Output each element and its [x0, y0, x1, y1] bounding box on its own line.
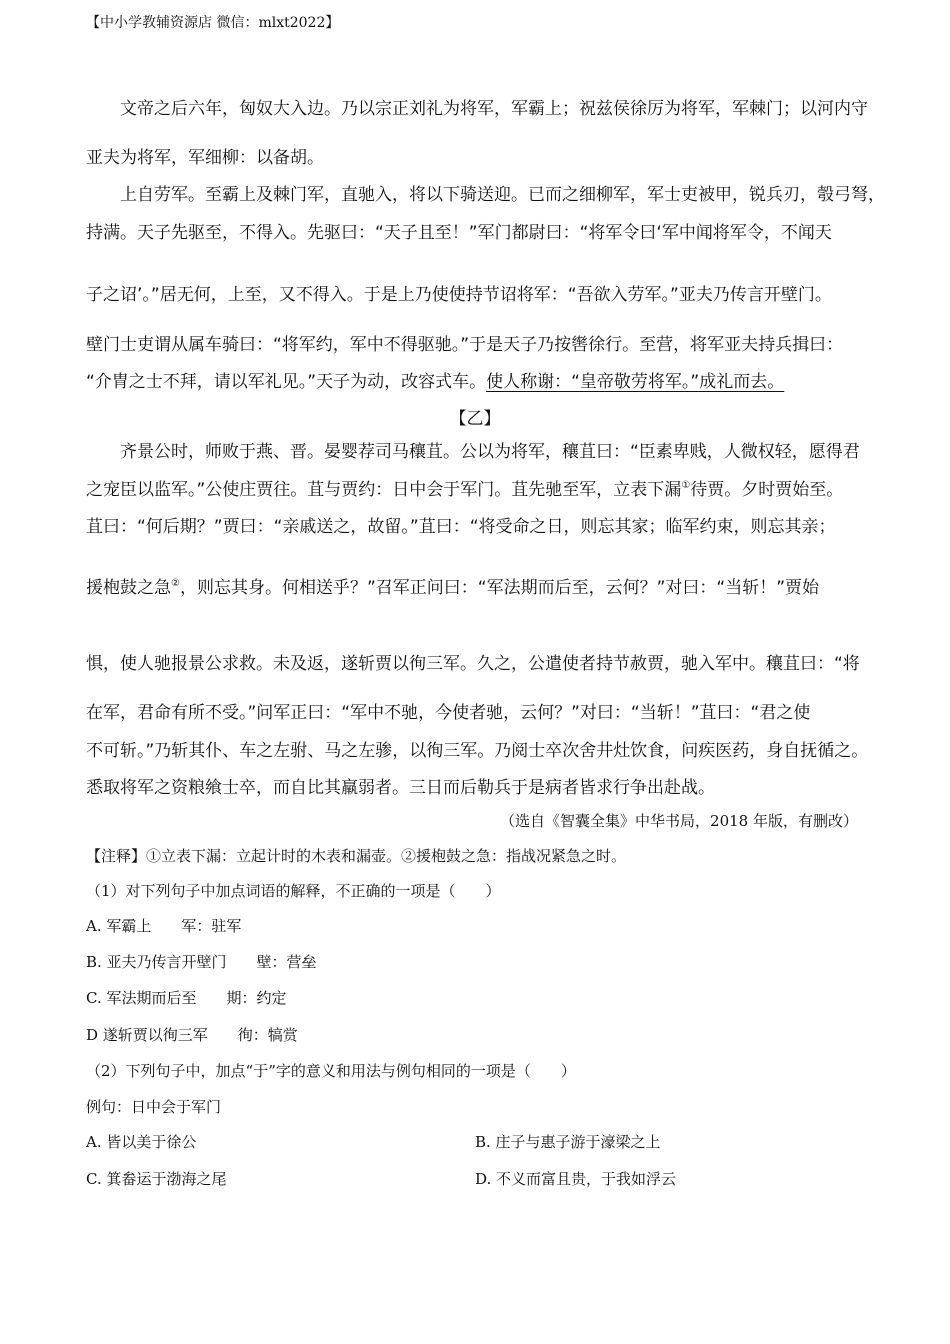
question-2-option-c: C. 箕畚运于渤海之尾	[86, 1170, 227, 1188]
passage-yi-line-4-start: 援枹鼓之急	[86, 578, 171, 598]
question-2-stem: （2）下列句子中，加点“于”字的意义和用法与例句相同的一项是（ ）	[86, 1062, 576, 1080]
annotation-notes: 【注释】①立表下漏：立起计时的木表和漏壶。②援枹鼓之急：指战况紧急之时。	[86, 847, 627, 865]
question-2-option-b: B. 庄子与惠子游于濠梁之上	[475, 1133, 661, 1151]
page-header: 【中小学教辅资源店 微信：mlxt2022】	[86, 15, 340, 31]
question-2-option-d: D. 不义而富且贵，于我如浮云	[475, 1170, 677, 1188]
question-2-option-a: A. 皆以美于徐公	[86, 1133, 197, 1151]
question-2-example: 例句：日中会于军门	[86, 1098, 222, 1116]
question-1-option-b: B. 亚夫乃传言开壁门 壁：营垒	[86, 953, 317, 971]
passage-yi-line-4	[86, 573, 819, 598]
passage-jia-line-2: 亚夫为将军，军细柳：以备胡。	[86, 148, 324, 168]
question-1-option-d: D 遂斩贾以徇三军 徇：犒赏	[86, 1026, 298, 1044]
passage-yi-line-8: 悉取将军之资粮飨士卒，而自比其羸弱者。三日而后勒兵于是病者皆求行争出赴战。	[86, 778, 715, 798]
passage-jia-line-7-text: “介胄之士不拜，请以军礼见。”天子为动，改容式车。	[86, 372, 487, 392]
passage-yi-line-3: 苴曰：“何后期？”贾曰：“亲戚送之，故留。”苴曰：“将受命之日，则忘其家；临军约束，则忘其亲；	[86, 517, 836, 537]
passage-jia-line-7	[86, 367, 784, 392]
passage-yi-line-2-text: 之宠臣以监军。”公使庄贾往。苴与贾约：日中会于军门。苴先驰至军，立表下漏	[86, 480, 682, 500]
passage-yi-line-7: 不可斩。”乃斩其仆、车之左驸、马之左骖，以徇三军。乃阅士卒次舍井灶饮食，问疾医药，身自抚循之。	[86, 741, 869, 761]
question-1-option-c: C. 军法期而后至 期：约定	[86, 989, 287, 1007]
question-1-stem: （1）对下列句子中加点词语的解释，不正确的一项是（ ）	[86, 882, 501, 900]
passage-jia-line-3: 上自劳军。至霸上及棘门军，直驰入，将以下骑送迎。已而之细柳军，军士吏被甲，锐兵刃，彀弓弩，	[120, 185, 885, 205]
underlined-sentence: 使人称谢：“皇帝敬劳将军。”成礼而去。	[486, 372, 785, 392]
passage-yi-line-6: 在军，君命有所不受。”问军正曰：“军中不驰，今使者驰，云何？”对曰：“当斩！”苴曰：“君之使	[86, 703, 811, 723]
passage-yi-line-1: 齐景公时，师败于燕、晋。晏婴荐司马穰苴。公以为将军，穰苴曰：“臣素卑贱，人微权轻，愿得君	[120, 442, 860, 462]
passage-yi-line-4-text: ，则忘其身。何相送乎？”召军正问曰：“军法期而后至，云何？”对曰：“当斩！”贾始	[179, 578, 820, 598]
passage-jia-line-5: 子之诏’。”居无何，上至，又不得入。于是上乃使使持节诏将军：“吾欲入劳军。”亚夫乃传言开壁门。	[86, 285, 832, 305]
passage-yi-line-2	[86, 475, 843, 500]
passage-jia-line-6: 壁门士吏谓从属车骑曰：“将军约，军中不得驱驰。”于是天子乃按辔徐行。至营，将军亚夫持兵揖曰：	[86, 335, 844, 355]
footnote-marker-1: ①	[681, 480, 691, 491]
passage-yi-line-2-end: 待贾。夕时贾始至。	[690, 480, 844, 500]
question-1-option-a: A. 军霸上 军：驻军	[86, 917, 242, 935]
passage-jia-line-4: 持满。天子先驱至，不得入。先驱曰：“天子且至！”军门都尉曰：“将军令曰‘军中闻将军令，不闻天	[86, 223, 832, 243]
footnote-marker-2: ②	[171, 578, 180, 589]
passage-yi-line-5: 惧，使人驰报景公求救。未及返，遂斩贾以徇三军。久之，公遣使者持节赦贾，驰入军中。穰苴曰：“将	[86, 654, 860, 674]
section-yi-title: 【乙】	[449, 409, 501, 429]
source-citation: （选自《智囊全集》中华书局，2018 年版，有删改）	[500, 812, 858, 830]
passage-jia-line-1: 文帝之后六年，匈奴大入边。乃以宗正刘礼为将军，军霸上；祝兹侯徐厉为将军，军棘门；以河内守	[120, 99, 868, 119]
